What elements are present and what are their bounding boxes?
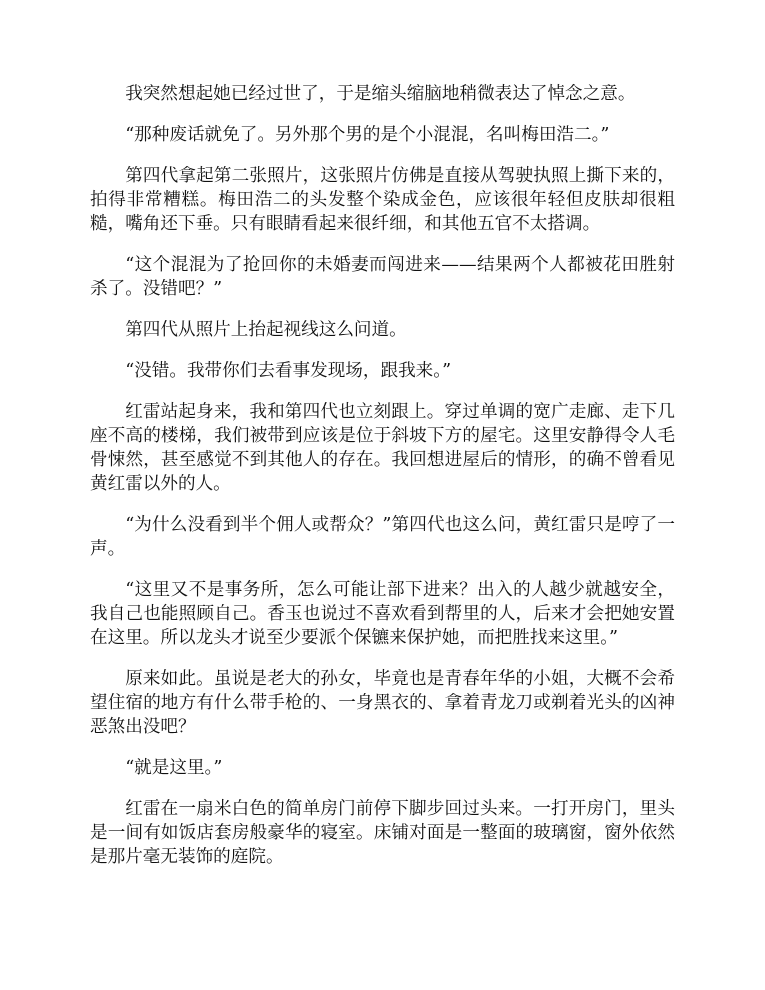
paragraph: “这里又不是事务所，怎么可能让部下进来？出入的人越少就越安全，我自己也能照顾自己。香玉也说过不喜欢看到帮里的人，后来才会把她安置在这里。所以龙头才说至少要派个保镳来保护她，而把胜找来这里。”: [90, 580, 675, 648]
paragraph: “没错。我带你们去看事发现场，跟我来。”: [125, 361, 452, 381]
paragraph: 第四代拿起第二张照片，这张照片仿佛是直接从驾驶执照上撕下来的，拍得非常糟糕。梅田浩二的头发整个染成金色，应该很年轻但皮肤却很粗糙，嘴角还下垂。只有眼睛看起来很纤细，和其他五官不太搭调。: [90, 166, 675, 234]
paragraph: “为什么没看到半个佣人或帮众？”第四代也这么问，黄红雷只是哼了一声。: [90, 515, 675, 559]
document-body: [90, 82, 675, 886]
paragraph: 我突然想起她已经过世了，于是缩头缩脑地稍微表达了悼念之意。: [125, 84, 636, 104]
paragraph: 红雷在一扇米白色的简单房门前停下脚步回过头来。一打开房门，里头是一间有如饭店套房般豪华的寝室。床铺对面是一整面的玻璃窗，窗外依然是那片毫无装饰的庭院。: [90, 799, 675, 867]
paragraph: “那种废话就免了。另外那个男的是个小混混，名叫梅田浩二。”: [125, 125, 610, 145]
paragraph: “就是这里。”: [125, 758, 223, 778]
paragraph: 原来如此。虽说是老大的孙女，毕竟也是青春年华的小姐，大概不会希望住宿的地方有什么带手枪的、一身黑衣的、拿着青龙刀或剃着光头的凶神恶煞出没吧？: [90, 669, 675, 737]
paragraph: 第四代从照片上抬起视线这么问道。: [125, 320, 407, 340]
paragraph: “这个混混为了抢回你的未婚妻而闯进来——结果两个人都被花田胜射杀了。没错吧？”: [90, 255, 675, 299]
paragraph: 红雷站起身来，我和第四代也立刻跟上。穿过单调的宽广走廊、走下几座不高的楼梯，我们被带到应该是位于斜坡下方的屋宅。这里安静得令人毛骨悚然，甚至感觉不到其他人的存在。我回想进屋后的情形，的确不曾看见黄红雷以外的人。: [90, 402, 675, 494]
